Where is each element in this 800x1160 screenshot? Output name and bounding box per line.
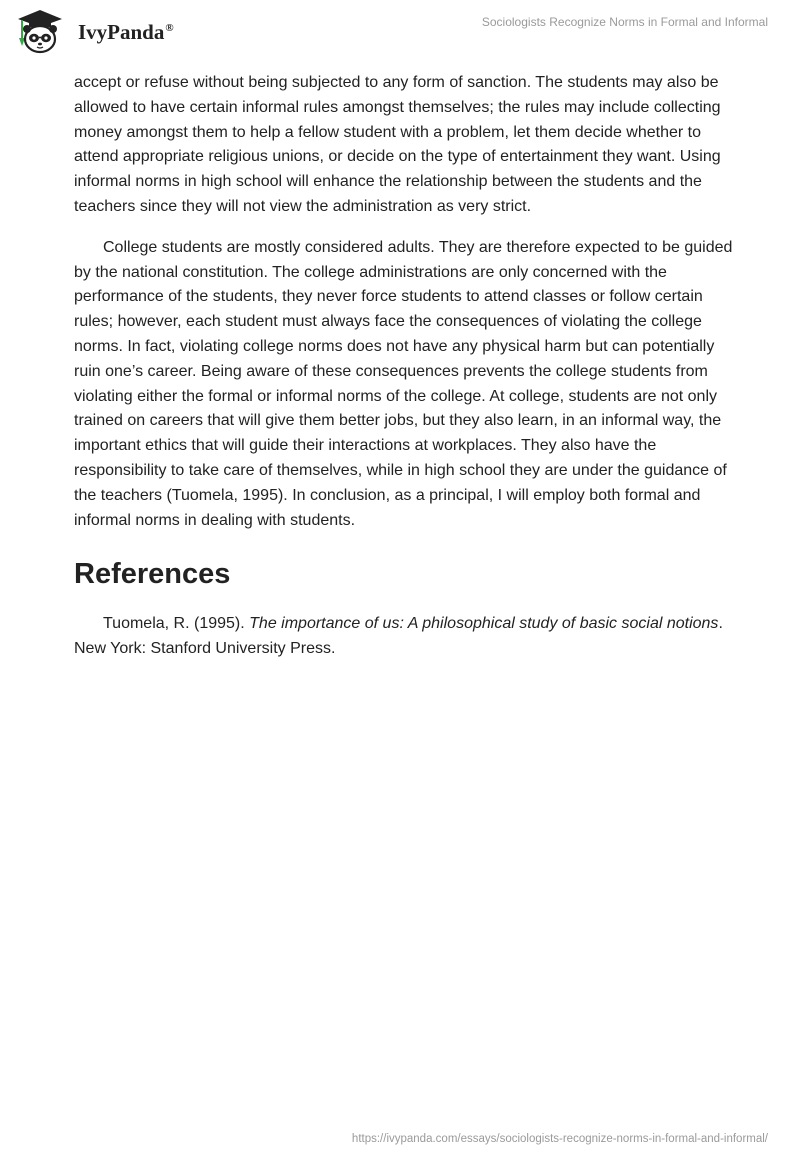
references-heading: References — [74, 558, 231, 591]
reference-author-year: Tuomela, R. (1995). — [103, 615, 250, 633]
reference-entry — [74, 612, 734, 662]
body-paragraph-1: accept or refuse without being subjected to any form of sanction. The students may also be allowed to have certain informal rules amongst themselves; the rules may include collecting money amongst them to help a fellow student with a problem, let them decide whether to attend appropriate religious unions, or decide on the type of entertainment they want. Using informal norms in high school will enhance the relationship between the students and the teachers since they will not view the administration as very strict. — [74, 74, 721, 215]
brand-name-text: IvyPanda — [78, 20, 165, 44]
brand-name — [78, 20, 174, 45]
reference-title: The importance of us: A philosophical study of basic social notions — [249, 615, 719, 633]
reference-publisher: . New York: Stanford University Press. — [74, 615, 723, 657]
essay-content — [74, 71, 734, 662]
brand-registered-mark: ® — [165, 22, 174, 34]
ivypanda-logo[interactable] — [14, 8, 204, 54]
body-paragraph-2: College students are mostly considered adults. They are therefore expected to be guided by the national constitution. The college administrations are only concerned with the performance of the students, they never force students to attend classes or follow certain rules; however, each student must always face the consequences of violating the college norms. In fact, violating college norms does not have any physical harm but can potentially ruin one’s career. Being aware of these consequences prevents the college students from violating either the formal or informal norms of the college. At college, students are not only trained on careers that will give them better jobs, but they also learn, in an informal way, the important ethics that will guide their interactions at workplaces. They also have the responsibility to take care of themselves, while in high school they are under the guidance of the teachers (Tuomela, 1995). In conclusion, as a principal, I will employ both formal and informal norms in dealing with students. — [74, 238, 733, 529]
page-header — [0, 0, 800, 62]
document-title: Sociologists Recognize Norms in Formal and Informal — [481, 15, 768, 29]
panda-graduate-icon — [14, 8, 66, 54]
footer-url[interactable]: https://ivypanda.com/essays/sociologists-recognize-norms-in-formal-and-informal/ — [351, 1133, 768, 1145]
